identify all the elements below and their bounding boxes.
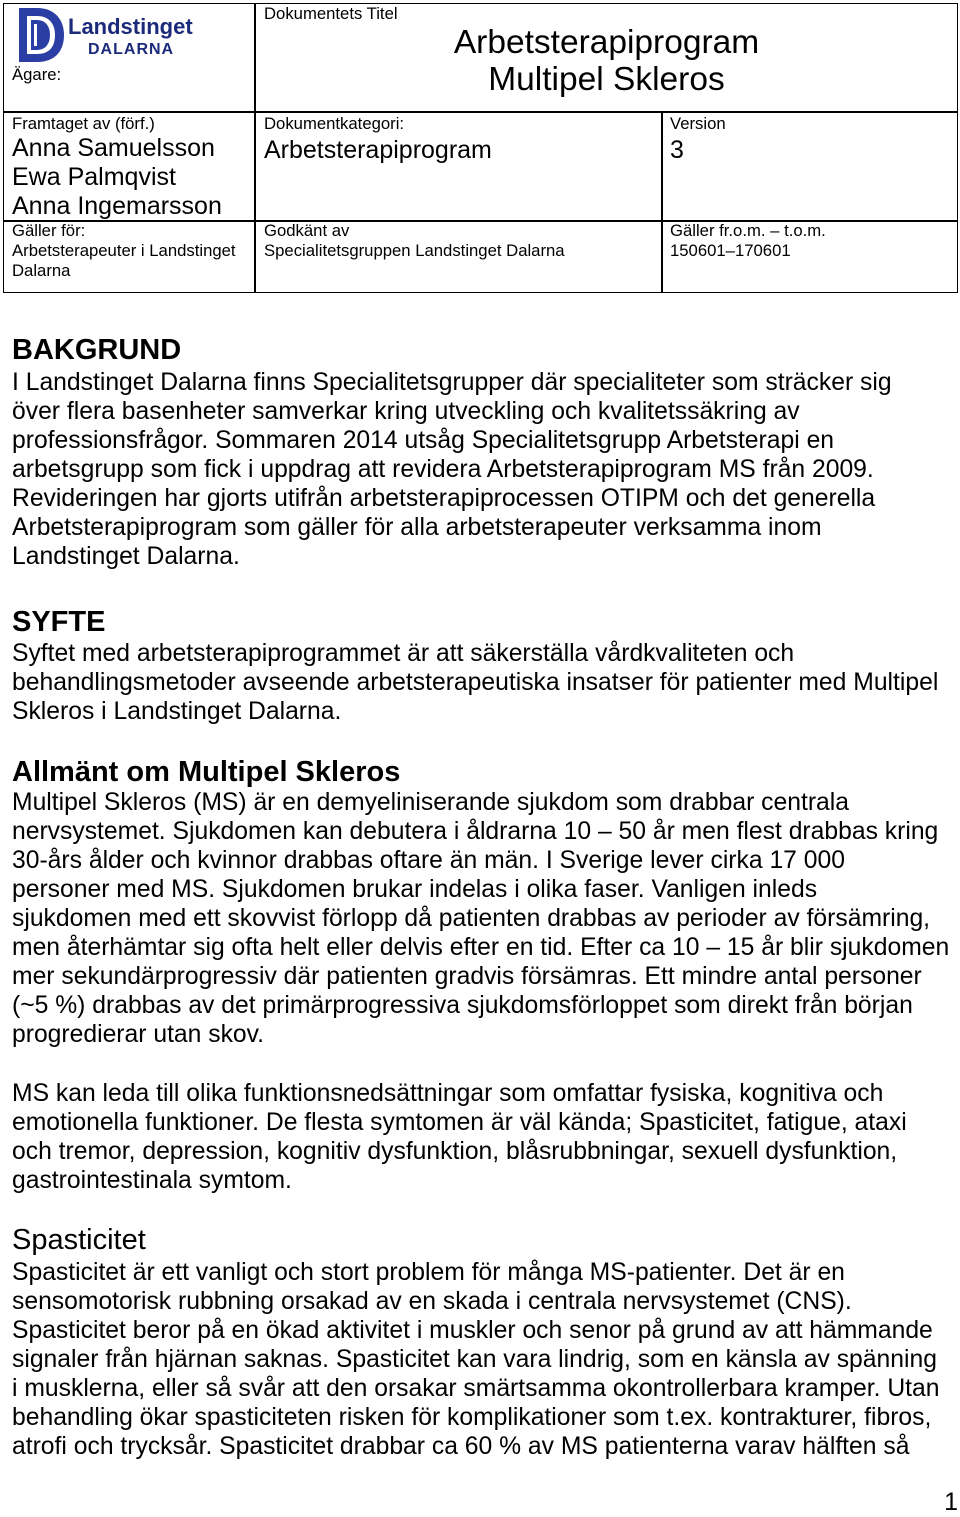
paragraph-line: mer sekundärprogressiv där patienten gradvis försämras. Ett mindre antal personer [12, 962, 922, 990]
approved-by-value: Specialitetsgruppen Landstinget Dalarna [264, 241, 565, 260]
paragraph-line: professionsfrågor. Sommaren 2014 utsåg Specialitetsgrupp Arbetsterapi en [12, 426, 835, 454]
paragraph-line: Arbetsterapiprogram som gäller för alla arbetsterapeuter verksamma inom [12, 513, 822, 541]
paragraph-line: Spasticitet beror på en ökad aktivitet i muskler och senor på grund av att hämmande [12, 1316, 933, 1344]
author-name: Anna Ingemarsson [12, 191, 222, 220]
document-title-line: Multipel Skleros [488, 61, 725, 98]
paragraph-line: personer med MS. Sjukdomen brukar indelas i olika faser. Vanligen inleds [12, 875, 818, 903]
applies-to-label: Gäller för: [12, 221, 86, 240]
paragraph-line: I Landstinget Dalarna finns Specialitetsgrupper där specialiteter som sträcker sig [12, 368, 892, 396]
paragraph-line: behandlingsmetoder avseende arbetsterapeutiska insatser för patienter med Multipel [12, 668, 939, 696]
paragraph-line: men återhämtar sig ofta helt eller delvis efter en tid. Efter ca 10 – 15 år blir sjukdomen [12, 933, 950, 961]
allmant-paragraph [12, 1079, 907, 1195]
paragraph-line: atrofi och trycksår. Spasticitet drabbar ca 60 % av MS patienterna varav hälften så [12, 1432, 910, 1460]
version-label: Version [670, 114, 726, 133]
document-title-line: Arbetsterapiprogram [453, 24, 760, 61]
category-label: Dokumentkategori: [264, 114, 405, 133]
category-value: Arbetsterapiprogram [264, 135, 492, 164]
paragraph-line: 30-års ålder och kvinnor drabbas oftare än män. I Sverige lever cirka 17 000 [12, 846, 845, 874]
header-row-divider [3, 111, 958, 113]
validity-label: Gäller fr.o.m. – t.o.m. [670, 221, 826, 240]
applies-to-value: Dalarna [12, 261, 71, 280]
paragraph-line: Skleros i Landstinget Dalarna. [12, 697, 342, 725]
document-title-label: Dokumentets Titel [264, 4, 398, 23]
section-heading-syfte: SYFTE [12, 606, 106, 638]
author-name: Anna Samuelsson [12, 133, 215, 162]
header-column-divider [661, 112, 663, 293]
paragraph-line: signaler från hjärnan saknas. Spasticitet kan vara lindrig, som en känsla av spänning [12, 1345, 937, 1373]
paragraph-line: sensomotorisk rubbning orsakad av en skada i centrala nervsystemet (CNS). [12, 1287, 852, 1315]
syfte-paragraph [12, 639, 938, 726]
authors-list [12, 134, 222, 221]
paragraph-line: Revideringen har gjorts utifrån arbetsterapiprocessen OTIPM och det generella [12, 484, 876, 512]
logo-wordmark: Landstinget [68, 14, 193, 39]
paragraph-line: emotionella funktioner. De flesta symtomen är väl kända; Spasticitet, fatigue, ataxi [12, 1108, 907, 1136]
section-heading-spasticitet: Spasticitet [12, 1224, 146, 1256]
paragraph-line: (~5 %) drabbas av det primärprogressiva sjukdomsförloppet som direkt från början [12, 991, 913, 1019]
allmant-paragraph [12, 788, 949, 1049]
document-title [255, 24, 958, 98]
paragraph-line: sjukdomen med ett skovvist förlopp då patienten drabbas av perioder av försämring, [12, 904, 931, 932]
section-heading-bakgrund: BAKGRUND [12, 334, 182, 366]
paragraph-line: Landstinget Dalarna. [12, 542, 240, 570]
version-value: 3 [670, 135, 684, 164]
author-name: Ewa Palmqvist [12, 162, 176, 191]
owner-label: Ägare: [12, 65, 62, 84]
logo-region: DALARNA [88, 41, 175, 58]
landstinget-dalarna-logo-icon [0, 0, 200, 66]
applies-to-block [12, 221, 236, 281]
paragraph-line: arbetsgrupp som fick i uppdrag att revidera Arbetsterapiprogram MS från 2009. [12, 455, 874, 483]
paragraph-line: Spasticitet är ett vanligt och stort problem för många MS-patienter. Det är en [12, 1258, 845, 1286]
page-number: 1 [944, 1488, 958, 1516]
approved-by-block [264, 221, 565, 261]
paragraph-line: och tremor, depression, kognitiv dysfunktion, blåsrubbningar, sexuell dysfunktion, [12, 1137, 898, 1165]
approved-by-label: Godkänt av [264, 221, 350, 240]
paragraph-line: gastrointestinala symtom. [12, 1166, 292, 1194]
paragraph-line: behandling ökar spasticiteten risken för komplikationer som t.ex. kontrakturer, fibros, [12, 1403, 932, 1431]
paragraph-line: i musklerna, eller så svår att den orsakar smärtsamma okontrollerbara kramper. Utan [12, 1374, 940, 1402]
applies-to-value: Arbetsterapeuter i Landstinget [12, 241, 236, 260]
authors-label: Framtaget av (förf.) [12, 114, 155, 133]
validity-block [670, 221, 826, 261]
paragraph-line: nervsystemet. Sjukdomen kan debutera i åldrarna 10 – 50 år men flest drabbas kring [12, 817, 939, 845]
validity-range: 150601–170601 [670, 241, 791, 260]
spasticitet-paragraph [12, 1258, 940, 1461]
paragraph-line: MS kan leda till olika funktionsnedsättningar som omfattar fysiska, kognitiva och [12, 1079, 884, 1107]
bakgrund-paragraph [12, 368, 892, 571]
paragraph-line: progredierar utan skov. [12, 1020, 265, 1048]
section-heading-allmant: Allmänt om Multipel Skleros [12, 756, 401, 788]
paragraph-line: över flera basenheter samverkar kring utveckling och kvalitetssäkring av [12, 397, 800, 425]
paragraph-line: Syftet med arbetsterapiprogrammet är att säkerställa vårdkvaliteten och [12, 639, 795, 667]
paragraph-line: Multipel Skleros (MS) är en demyeliniserande sjukdom som drabbar centrala [12, 788, 849, 816]
